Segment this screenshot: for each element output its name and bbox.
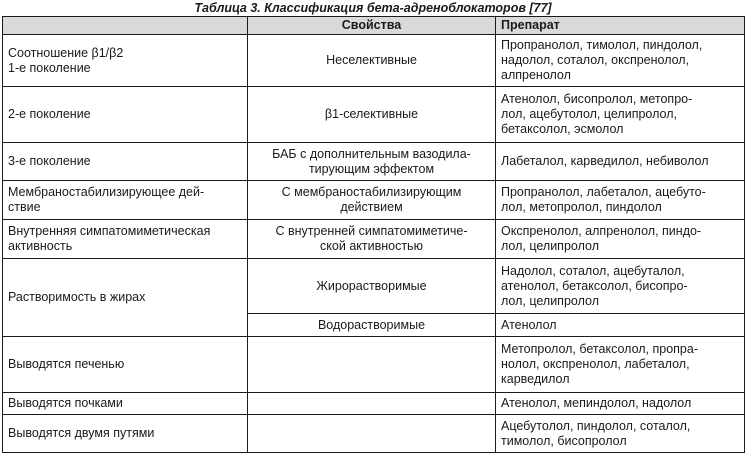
row-drugs: Метопролол, бетаксолол, пропра- нолол, окспренолол, лабеталол, карведилол [496,337,745,393]
row-property: БАБ с дополнительным вазодила- тирующим эффектом [248,143,496,181]
row-drugs: Атенолол, бисопролол, метопро- лол, ацебутолол, целипролол, бетаксолол, эсмолол [496,87,745,143]
row-property [248,393,496,415]
row-property: Водорастворимые [248,314,496,337]
row-label: Соотношение β1/β2 1-е поколение [3,35,248,87]
header-empty [3,17,248,35]
row-property: β1-селективные [248,87,496,143]
row-property: Жирорастворимые [248,259,496,314]
row-label: Внутренняя симпатомиметическая активность [3,220,248,259]
table-row [3,337,745,393]
row-label: Выводятся печенью [3,337,248,393]
table-row [3,415,745,453]
row-label: Выводятся двумя путями [3,415,248,453]
classification-table [2,16,745,453]
row-drugs: Лабеталол, карведилол, небиволол [496,143,745,181]
table-row [3,393,745,415]
table-row [3,220,745,259]
header-drug: Препарат [496,17,745,35]
table-row [3,181,745,220]
header-properties: Свойства [248,17,496,35]
row-label: Выводятся почками [3,393,248,415]
row-drugs: Атенолол, мепиндолол, надолол [496,393,745,415]
row-property [248,337,496,393]
row-property: Неселективные [248,35,496,87]
table-row [3,259,745,314]
table-caption: Таблица 3. Классификация бета-адреноблокаторов [77] [194,1,552,15]
row-property: С мембраностабилизирующим действием [248,181,496,220]
row-label: Растворимость в жирах [3,259,248,337]
table-row [3,87,745,143]
row-drugs: Надолол, соталол, ацебуталол, атенолол, бетаксолол, бисопро- лол, целипролол [496,259,745,314]
table-row [3,35,745,87]
row-drugs: Пропранолол, тимолол, пиндолол, надолол, соталол, окспренолол, алпренолол [496,35,745,87]
row-label: 3-е поколение [3,143,248,181]
row-property: С внутренней симпатомиметиче- ской активностью [248,220,496,259]
row-drugs: Окспренолол, алпренолол, пиндо- лол, целипролол [496,220,745,259]
row-drugs: Пропранолол, лабеталол, ацебуто- лол, метопролол, пиндолол [496,181,745,220]
row-label: Мембраностабилизирующее дей- ствие [3,181,248,220]
table-row [3,143,745,181]
row-drugs: Ацебутолол, пиндолол, соталол, тимолол, бисопролол [496,415,745,453]
row-label: 2-е поколение [3,87,248,143]
row-property [248,415,496,453]
table-header-row [3,17,745,35]
row-drugs: Атенолол [496,314,745,337]
